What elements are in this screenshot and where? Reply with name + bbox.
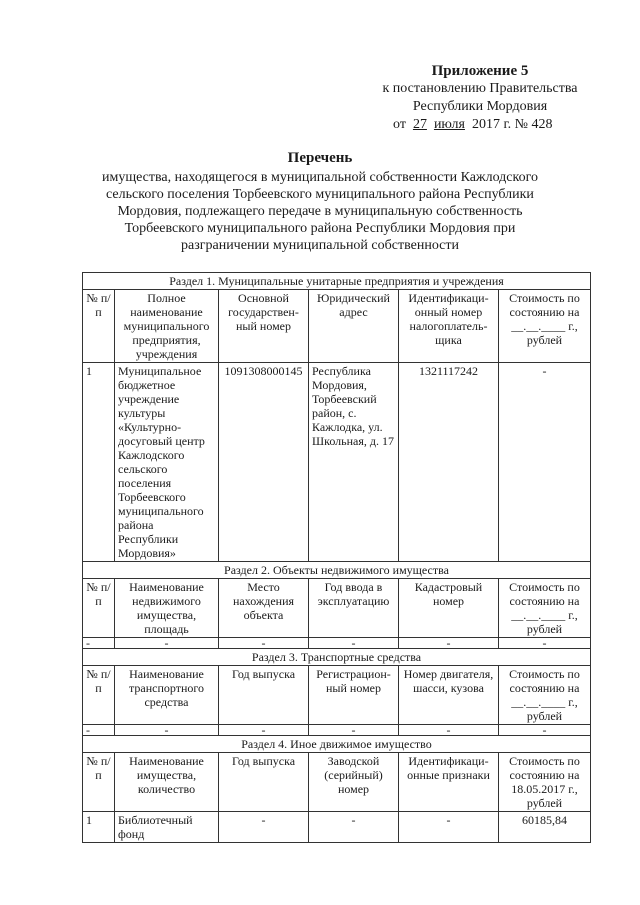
cell-dash: - — [309, 725, 399, 736]
table-row — [83, 363, 591, 562]
header-cell: № п/п — [83, 579, 115, 638]
resolution-line: к постановлению Правительства — [382, 81, 578, 96]
cell-dash: - — [499, 725, 591, 736]
date-prefix: от — [393, 117, 406, 132]
section-row — [83, 562, 591, 579]
cell-number: 1 — [83, 363, 115, 562]
header-cell: Регистрацион-ный номер — [309, 666, 399, 725]
date-rest: 2017 г. № 428 — [471, 117, 553, 132]
cell-dash: - — [309, 812, 399, 843]
header-cell: Юридический адрес — [309, 290, 399, 363]
header-cell: Полное наименование муниципального предприятия, учреждения — [115, 290, 219, 363]
table-header-row — [83, 753, 591, 812]
government-line: Республики Мордовия — [412, 99, 548, 114]
cell-dash: - — [83, 725, 115, 736]
cell-dash: - — [399, 812, 499, 843]
cell-inn: 1321117242 — [399, 363, 499, 562]
header-cell: Кадастровый номер — [399, 579, 499, 638]
table-row — [83, 725, 591, 736]
section-title: Раздел 1. Муниципальные унитарные предприятия и учреждения — [83, 273, 591, 290]
header-cell: Год выпуска — [219, 753, 309, 812]
cell-dash: - — [309, 638, 399, 649]
cell-value: 60185,84 — [499, 812, 591, 843]
header-cell: Год выпуска — [219, 666, 309, 725]
list-description: имущества, находящегося в муниципальной собственности Кажлодского сельского поселения Торбеевского муниципального района Республики Мордовия, подлежащего передаче в муниципальную собственность Торбеевского муниципального района Республики Мордовия при разграничении муниципальной собственности — [101, 170, 539, 253]
list-title: Перечень — [287, 150, 353, 166]
header-cell: Место нахождения объекта — [219, 579, 309, 638]
header-cell: № п/п — [83, 290, 115, 363]
cell-number: 1 — [83, 812, 115, 843]
section-title: Раздел 4. Иное движимое имущество — [83, 736, 591, 753]
header-cell: Наименование транспортного средства — [115, 666, 219, 725]
cell-ogrn: 1091308000145 — [219, 363, 309, 562]
header-cell: Заводской (серийный) номер — [309, 753, 399, 812]
cell-dash: - — [499, 638, 591, 649]
cell-value: - — [499, 363, 591, 562]
header-cell: № п/п — [83, 666, 115, 725]
header-cell: Стоимость по состоянию на 18.05.2017 г., рублей — [499, 753, 591, 812]
document-header — [355, 62, 605, 134]
section-row — [83, 649, 591, 666]
header-cell: Стоимость по состоянию на __.__.____ г., рублей — [499, 579, 591, 638]
cell-dash: - — [115, 725, 219, 736]
table-row — [83, 812, 591, 843]
cell-name: Муниципальное бюджетное учреждение культуры «Культурно-досуговый центр Кажлодского сельского поселения Торбеевского муниципального района Республики Мордовия» — [115, 363, 219, 562]
date-month: июля — [433, 117, 465, 132]
date-day: 27 — [412, 117, 427, 132]
section-title: Раздел 3. Транспортные средства — [83, 649, 591, 666]
appendix-title: Приложение 5 — [431, 63, 529, 79]
header-cell: Наименование имущества, количество — [115, 753, 219, 812]
cell-address: Республика Мордовия, Торбеевский район, с. Кажлодка, ул. Школьная, д. 17 — [309, 363, 399, 562]
cell-dash: - — [115, 638, 219, 649]
cell-dash: - — [219, 638, 309, 649]
header-cell: Год ввода в эксплуатацию — [309, 579, 399, 638]
header-cell: Стоимость по состоянию на __.__.____ г., рублей — [499, 290, 591, 363]
header-cell: Основной государствен-ный номер — [219, 290, 309, 363]
section-row — [83, 273, 591, 290]
section-title: Раздел 2. Объекты недвижимого имущества — [83, 562, 591, 579]
header-cell: Идентификаци-онные признаки — [399, 753, 499, 812]
list-heading — [80, 150, 560, 254]
property-table — [82, 272, 591, 843]
header-cell: Наименование недвижимого имущества, площадь — [115, 579, 219, 638]
table-header-row — [83, 666, 591, 725]
cell-dash: - — [399, 725, 499, 736]
cell-dash: - — [399, 638, 499, 649]
table-header-row — [83, 290, 591, 363]
header-cell: Идентификаци-онный номер налогоплатель-щика — [399, 290, 499, 363]
header-cell: Стоимость по состоянию на __.__.____ г., рублей — [499, 666, 591, 725]
cell-name: Библиотечный фонд — [115, 812, 219, 843]
cell-dash: - — [83, 638, 115, 649]
table-row — [83, 638, 591, 649]
header-cell: № п/п — [83, 753, 115, 812]
cell-dash: - — [219, 725, 309, 736]
header-cell: Номер двигателя, шасси, кузова — [399, 666, 499, 725]
cell-dash: - — [219, 812, 309, 843]
date-line — [355, 116, 605, 134]
section-row — [83, 736, 591, 753]
table-header-row — [83, 579, 591, 638]
